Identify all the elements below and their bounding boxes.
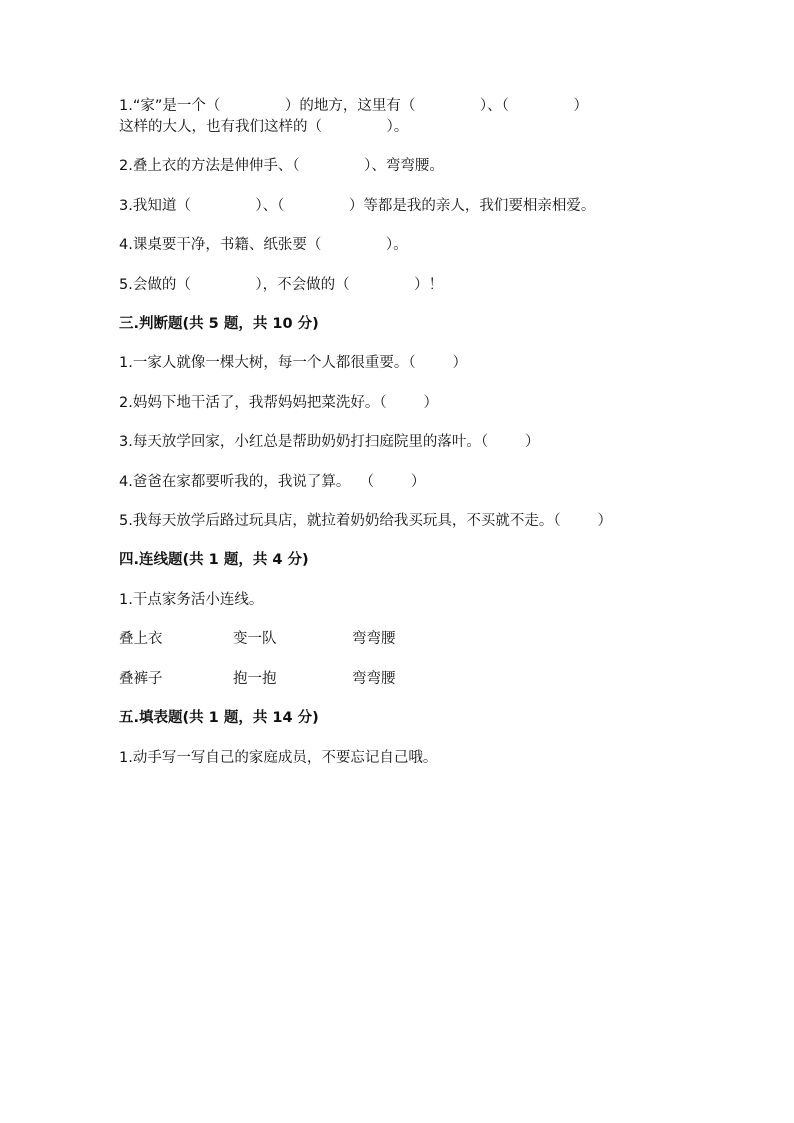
match-question: 1.干点家务活小连线。 <box>119 592 264 608</box>
match-cell-r1-c3: 弯弯腰 <box>352 631 396 647</box>
match-cell-r2-c2: 抱一抱 <box>233 671 277 687</box>
judge-item-5: 5.我每天放学后路过玩具店，就拉着奶奶给我买玩具，不买就不走。（ ） <box>119 513 612 529</box>
table-question: 1.动手写一写自己的家庭成员，不要忘记自己哦。 <box>119 750 438 766</box>
fill-blank-q1-line2: 这样的大人，也有我们这样的（ ）。 <box>119 119 409 135</box>
judge-item-1: 1.一家人就像一棵大树，每一个人都很重要。（ ） <box>119 355 467 371</box>
match-cell-r1-c2: 变一队 <box>233 631 277 647</box>
fill-blank-q2: 2.叠上衣的方法是伸伸手、（ ）、弯弯腰。 <box>119 158 444 174</box>
match-cell-r2-c3: 弯弯腰 <box>352 671 396 687</box>
match-cell-r2-c1: 叠裤子 <box>119 671 163 687</box>
section-heading-table: 五.填表题(共 1 题，共 14 分) <box>119 710 319 726</box>
fill-blank-q1-line1: 1.“家”是一个（ ）的地方，这里有（ ）、（ ） <box>119 98 588 114</box>
section-heading-match: 四.连线题(共 1 题，共 4 分) <box>119 552 309 568</box>
fill-blank-q4: 4.课桌要干净，书籍、纸张要（ ）。 <box>119 237 408 253</box>
match-cell-r1-c1: 叠上衣 <box>119 631 163 647</box>
fill-blank-q3: 3.我知道（ ）、（ ）等都是我的亲人，我们要相亲相爱。 <box>119 198 596 214</box>
judge-item-4: 4.爸爸在家都要听我的，我说了算。 （ ） <box>119 474 426 490</box>
judge-item-3: 3.每天放学回家，小红总是帮助奶奶打扫庭院里的落叶。（ ） <box>119 434 540 450</box>
judge-item-2: 2.妈妈下地干活了，我帮妈妈把菜洗好。（ ） <box>119 395 438 411</box>
section-heading-judge: 三.判断题(共 5 题，共 10 分) <box>119 316 319 332</box>
fill-blank-q5: 5.会做的（ ），不会做的（ ）！ <box>119 277 444 293</box>
